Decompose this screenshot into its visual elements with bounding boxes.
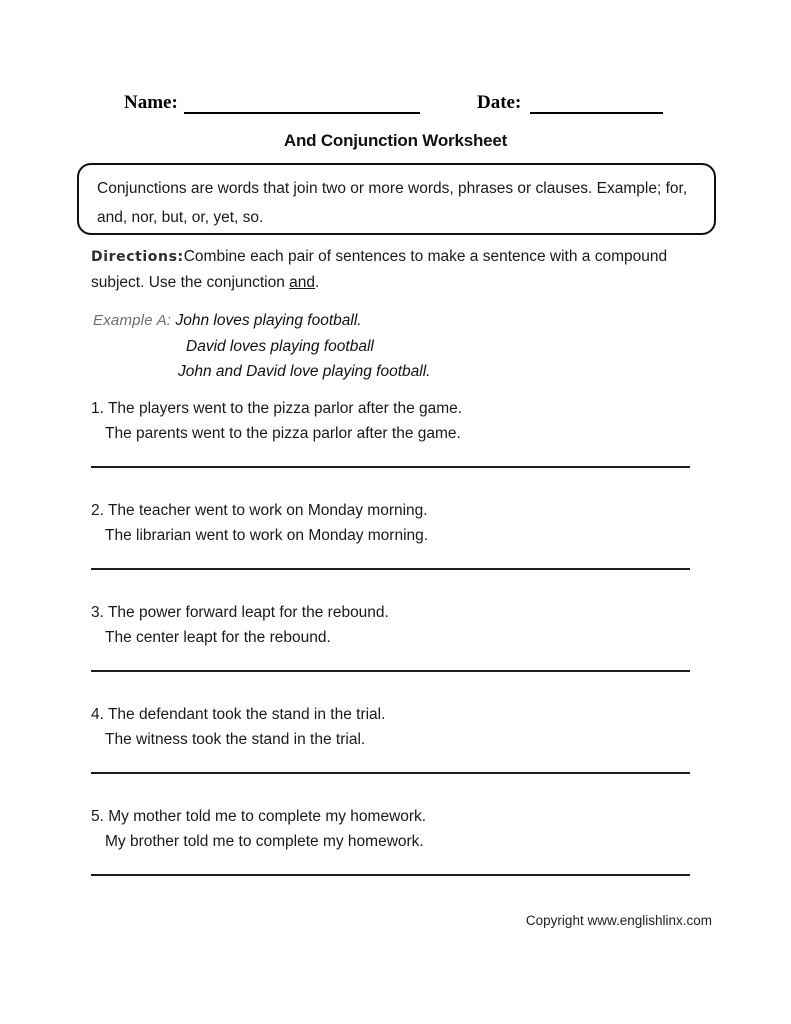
question-number: 4.	[91, 706, 104, 723]
question-sentence-a	[91, 500, 428, 521]
answer-write-in-line[interactable]	[91, 466, 690, 468]
question-text-b: My brother told me to complete my homework.	[105, 833, 424, 850]
page-title: And Conjunction Worksheet	[283, 131, 508, 150]
question-number: 1.	[91, 400, 104, 417]
question-text-b: The librarian went to work on Monday morning.	[105, 527, 429, 544]
question-text-a: The defendant took the stand in the trial.	[107, 706, 386, 723]
question-item	[0, 398, 791, 500]
question-text-a: The power forward leapt for the rebound.	[107, 604, 389, 621]
question-text-b: The parents went to the pizza parlor after the game.	[105, 425, 461, 442]
question-item	[0, 704, 791, 806]
example-sentence-3: John and David love playing football.	[178, 363, 431, 380]
directions-text-after: .	[315, 274, 320, 291]
question-text-b: The witness took the stand in the trial.	[105, 731, 366, 748]
student-info-row	[0, 92, 791, 118]
question-text-a: The players went to the pizza parlor after the game.	[107, 400, 463, 417]
answer-write-in-line[interactable]	[91, 568, 690, 570]
question-item	[0, 602, 791, 704]
date-label: Date:	[477, 92, 522, 113]
question-text-a: The teacher went to work on Monday morning.	[107, 502, 428, 519]
copyright-notice: Copyright www.englishlinx.com	[525, 913, 712, 928]
name-write-in-line[interactable]	[184, 112, 420, 114]
example-sentence-1: John loves playing football.	[175, 312, 362, 329]
question-sentence-a	[91, 602, 389, 623]
question-number: 2.	[91, 502, 104, 519]
question-number: 3.	[91, 604, 104, 621]
question-sentence-a	[91, 704, 385, 725]
question-text-a: My mother told me to complete my homework.	[108, 808, 427, 825]
directions-emphasized-word: and	[289, 274, 316, 291]
answer-write-in-line[interactable]	[91, 874, 690, 876]
question-list	[0, 398, 791, 908]
question-sentence-a	[91, 806, 426, 827]
definition-text: Conjunctions are words that join two or more words, phrases or clauses. Example; for, and, nor, but, or, yet, so.	[97, 180, 688, 226]
directions-label: Directions:	[91, 249, 184, 265]
question-text-b: The center leapt for the rebound.	[105, 629, 331, 646]
question-item	[0, 500, 791, 602]
question-item	[0, 806, 791, 908]
example-row-1	[93, 308, 713, 334]
question-sentence-a	[91, 398, 462, 419]
question-number: 5.	[91, 808, 104, 825]
example-sentence-2: David loves playing football	[186, 337, 374, 355]
directions-block	[91, 244, 711, 296]
example-label: Example A:	[93, 312, 172, 329]
date-write-in-line[interactable]	[530, 112, 663, 114]
answer-write-in-line[interactable]	[91, 670, 690, 672]
name-label: Name:	[124, 92, 178, 113]
definition-box	[77, 163, 716, 235]
directions-text-before: Combine each pair of sentences to make a sentence with a compound subject. Use the conjunction	[91, 248, 668, 291]
answer-write-in-line[interactable]	[91, 772, 690, 774]
example-block	[93, 308, 713, 385]
